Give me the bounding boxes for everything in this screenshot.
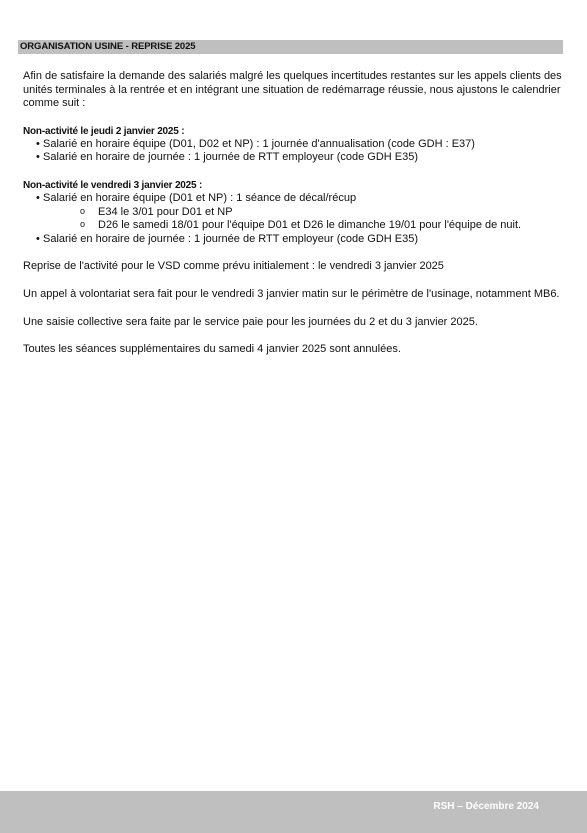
list-item-label: Salarié en horaire équipe (D01 et NP) : 1 séance de décal/récup [43,191,357,204]
list-item: • Salarié en horaire de journée : 1 journée de RTT employeur (code GDH E35) [23,151,568,165]
paragraph-reprise: Reprise de l'activité pour le VSD comme prévu initialement : le vendredi 3 janvier 2025 [23,260,444,273]
list-item: • Salarié en horaire de journée : 1 journée de RTT employeur (code GDH E35) [23,233,568,247]
footer-text: RSH – Décembre 2024 [433,801,539,812]
sub-list-item: o D26 le samedi 18/01 pour l'équipe D01 et D26 le dimanche 19/01 pour l'équipe de nuit. [23,219,568,233]
list-item [23,192,568,233]
section-list-jeudi [23,138,568,165]
sub-list-item: o E34 le 3/01 pour D01 et NP [23,206,568,220]
page-title: ORGANISATION USINE - REPRISE 2025 [18,40,563,54]
document-body [23,70,568,371]
section-title-vendredi: Non-activité le vendredi 3 janvier 2025 : [23,179,203,191]
paragraph-volontariat: Un appel à volontariat sera fait pour le vendredi 3 janvier matin sur le périmètre de l'usinage, notamment MB6. [23,287,560,300]
sub-list [43,206,568,233]
page-footer [0,791,587,833]
list-item: • Salarié en horaire équipe (D01, D02 et NP) : 1 journée d'annualisation (code GDH : E37) [23,138,568,152]
section-list-vendredi [23,192,568,246]
section-title-jeudi: Non-activité le jeudi 2 janvier 2025 : [23,125,185,137]
paragraph-saisie: Une saisie collective sera faite par le service paie pour les journées du 2 et du 3 janvier 2025. [23,315,478,328]
paragraph-annulation: Toutes les séances supplémentaires du samedi 4 janvier 2025 sont annulées. [23,343,401,356]
intro-paragraph: Afin de satisfaire la demande des salariés malgré les quelques incertitudes restantes sur les appels clients des unités terminales à la rentrée et en intégrant une situation de redémarrage réussie, nous ajustons le calendrier comme suit : [23,70,562,110]
